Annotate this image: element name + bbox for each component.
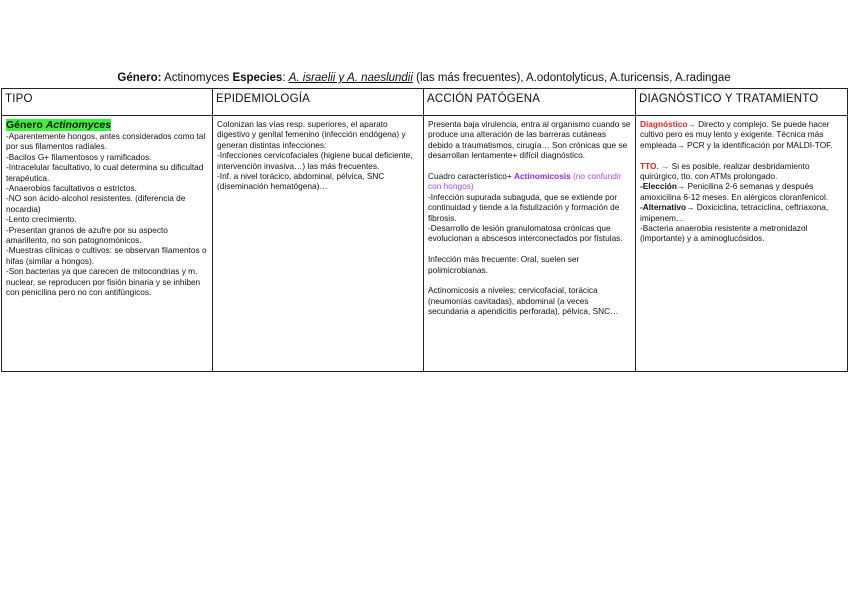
cuadro-term: Actinomicosis	[514, 171, 571, 182]
tipo-line: -NO son ácido-alcohol resistentes. (diferencia de nocardia)	[6, 193, 186, 214]
accion-intro: Presenta baja virulencia, entra al organismo cuando se produce una alteración de las barreras cutáneas debido a traumatismos, cirugía… Son crónicas que se desarrollan lentamente+ difícil diagnóstico.	[428, 119, 631, 161]
genero-value: Actinomyces	[161, 72, 233, 84]
accion-line: -Desarrollo de lesión granulomatosa crónicas que evolucionan a abscesos interconectados por fístulas.	[428, 223, 623, 244]
especies-main: A. israelii y A. naeslundii	[288, 72, 413, 84]
page-title	[0, 72, 848, 84]
alternativo-text: Doxiciclina, tetraciclina, ceftriaxona, imipenem…	[640, 202, 829, 223]
tipo-line: -Son bacterias ya que carecen de mitocondrias y m. nuclear, se reproducen por fisión binaria y se inhiben con penicilina pero no con antifúngicos.	[6, 266, 201, 298]
diag-label: Diagnóstico→	[640, 119, 696, 129]
tipo-line: -Aparentemente hongos, antes considerados como tal por sus filamentos radiales.	[6, 131, 206, 152]
eleccion-paragraph	[640, 181, 843, 202]
epi-line: -Infecciones cervicofaciales (higiene bucal deficiente, intervención invasiva…) las más frecuentes.	[217, 150, 413, 171]
especies-rest: (las más frecuentes), A.odontolyticus, A.turicensis, A.radingae	[412, 72, 731, 84]
column-header-diagnostico: DIAGNÓSTICO Y TRATAMIENTO	[636, 89, 848, 116]
cell-tipo	[2, 116, 213, 372]
column-header-epidemiologia: EPIDEMIOLOGÍA	[213, 89, 424, 116]
tto-label: TTO. →	[640, 160, 670, 171]
accion-cuadro	[428, 171, 631, 192]
genus-heading-name: Actinomyces	[45, 119, 112, 131]
diag-paragraph	[640, 119, 843, 150]
genero-label: Género:	[117, 72, 162, 84]
alternativo-paragraph	[640, 202, 843, 223]
cuadro-note: (no confundir con hongos)	[428, 171, 622, 192]
tipo-line: -Bacilos G+ filamentosos y ramificados.	[6, 151, 152, 162]
table-row	[2, 116, 848, 372]
cell-diagnostico	[636, 116, 848, 372]
epi-line: Colonizan las vías resp. superiores, el aparato digestivo y genital femenino (infección endógena) y generan distintas infecciones:	[217, 119, 406, 150]
epi-line: -Inf. a nivel torácico, abdominal, pélvica, SNC (diseminación hematógena)…	[217, 171, 385, 192]
column-header-accion: ACCIÓN PATÓGENA	[424, 89, 636, 116]
eleccion-text: Penicilina 2-6 semanas y después amoxicilina 6-12 meses. En alérgicos cloranfenicol.	[640, 181, 829, 202]
summary-table	[1, 88, 848, 372]
diag-extra-line: -Bacteria anaerobia resistente a metronidazol (importante) y a aminoglucósidos.	[640, 223, 808, 244]
especies-label: Especies	[232, 72, 283, 84]
alternativo-label: -Alternativo→	[640, 202, 695, 213]
column-header-tipo: TIPO	[2, 89, 213, 116]
tipo-line: -Muestras clínicas o cultivos: se observan filamentos o hifas (similar a hongos).	[6, 245, 207, 266]
tipo-line: -Lento crecimiento.	[6, 214, 77, 225]
genus-heading	[6, 119, 111, 131]
accion-line: -Infección supurada subaguda, que se extiende por continuidad y tiende a la fistulización y formación de fibrosis.	[428, 191, 620, 223]
diag-text: Directo y complejo. Se puede hacer cultivo pero es muy lento y exigente. Técnica más empleada→ PCR y la identificación por MALDI-TOF.	[640, 119, 833, 150]
cell-epidemiologia	[213, 116, 424, 372]
eleccion-label: -Elección→	[640, 181, 686, 192]
cuadro-prefix: Cuadro característico+	[428, 171, 515, 182]
tipo-line: -Intracelular facultativo, lo cual determina su dificultad terapéutica.	[6, 162, 204, 183]
tipo-line: -Presentan granos de azufre por su aspecto amarillento, no son patognomónicos.	[6, 224, 168, 246]
tto-text: Si es posible, realizar desbridamiento quirúrgico, tto. con ATMs prolongado.	[640, 160, 810, 182]
colon: :	[282, 72, 289, 84]
tto-paragraph	[640, 161, 843, 182]
genus-heading-prefix: Género	[6, 119, 46, 131]
tipo-line: -Anaerobios facultativos o estrictos.	[6, 183, 137, 194]
cell-accion	[424, 116, 636, 372]
table-header-row	[2, 89, 848, 116]
accion-niveles: Actinomicosis a niveles; cervicofacial, torácica (neumonías cavitadas), abdominal (a veces secundaria a apendicitis perforada), pélvica, SNC…	[428, 285, 619, 317]
accion-frecuente: Infección más frecuente: Oral, suelen ser polimicrobianas.	[428, 254, 580, 275]
